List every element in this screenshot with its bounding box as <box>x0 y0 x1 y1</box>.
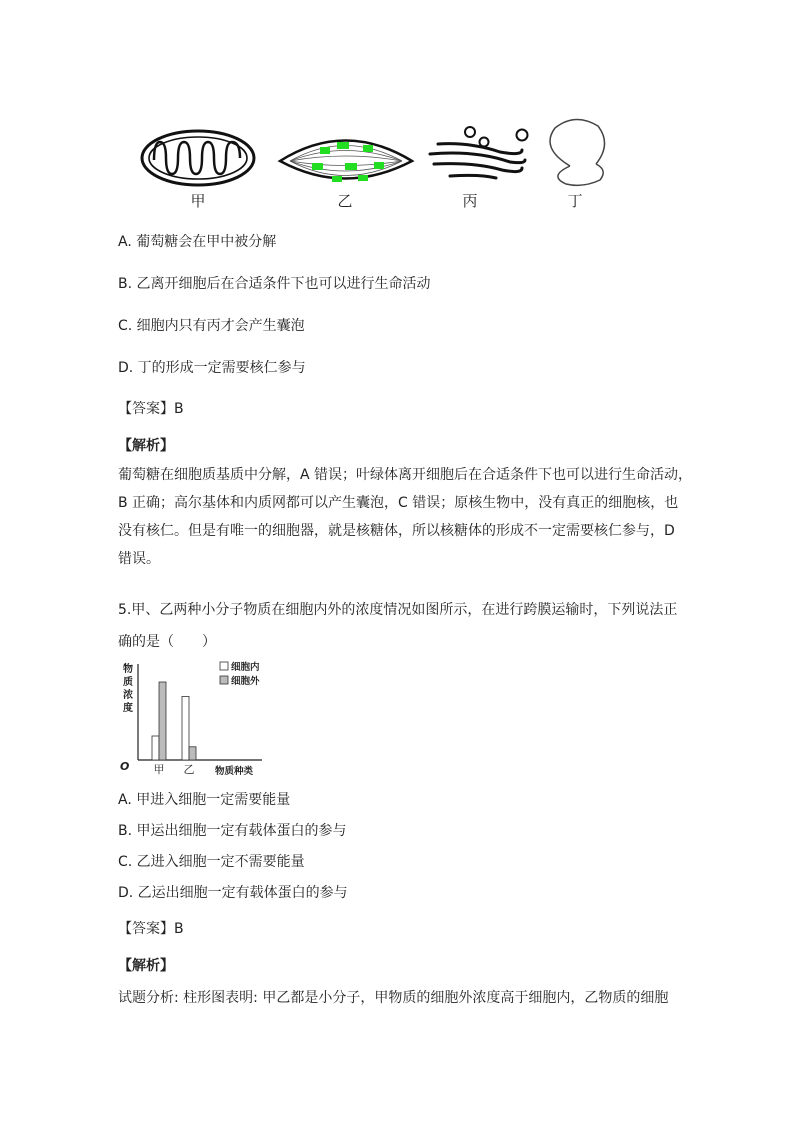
ribosome-drawing <box>550 119 605 185</box>
golgi-drawing <box>430 127 528 178</box>
q4-analysis-label: 【解析】 <box>118 438 174 454</box>
q5-option-b: B. 甲运出细胞一定有载体蛋白的参与 <box>118 823 347 839</box>
granum <box>332 176 342 182</box>
q5-stem-line2: 确的是（ ） <box>118 634 216 650</box>
q5-answer <box>118 919 184 939</box>
bar-outside <box>159 682 166 760</box>
x-tick-label: 乙 <box>183 763 195 776</box>
q5-bar-chart <box>114 660 264 778</box>
legend-swatch <box>220 662 228 670</box>
chloroplast-drawing <box>280 141 412 183</box>
q5-stem-line1: 5.甲、乙两种小分子物质在细胞内外的浓度情况如图所示，在进行跨膜运输时，下列说法正 <box>118 602 678 618</box>
granum <box>337 142 349 149</box>
q5-answer-value: B <box>174 921 184 937</box>
q4-analysis <box>118 461 693 573</box>
granum <box>358 175 368 181</box>
granum <box>363 145 373 152</box>
organelle-figure <box>130 118 630 193</box>
q4-analysis-line: 葡萄糖在细胞质基质中分解，A 错误；叶绿体离开细胞后在合适条件下也可以进行生命活动， <box>118 467 693 483</box>
y-axis-label: 度 <box>123 703 133 714</box>
q4-option-b: B. 乙离开细胞后在合适条件下也可以进行生命活动 <box>118 276 431 292</box>
q5-option-d: D. 乙运出细胞一定有载体蛋白的参与 <box>118 885 348 901</box>
q5-analysis-label: 【解析】 <box>118 958 174 974</box>
x-tick-label: 甲 <box>153 763 165 776</box>
q4-option-d: D. 丁的形成一定需要核仁参与 <box>118 360 306 376</box>
q4-answer <box>118 399 184 419</box>
bar-outside <box>189 747 196 760</box>
organelle-label-ding: 丁 <box>567 192 583 210</box>
bar-inside <box>182 696 189 760</box>
legend-entry: 细胞内 <box>231 662 260 673</box>
granum <box>312 163 323 170</box>
q4-option-a: A. 葡萄糖会在甲中被分解 <box>118 234 277 250</box>
granum <box>374 162 384 169</box>
q4-answer-value: B <box>174 401 184 417</box>
q5-option-c: C. 乙进入细胞一定不需要能量 <box>118 854 305 870</box>
q4-analysis-line: 错误。 <box>118 551 160 567</box>
q5-answer-label: 【答案】 <box>118 921 174 937</box>
bar-inside <box>152 736 159 760</box>
y-axis-label: 物 <box>123 664 133 675</box>
mitochondrion-drawing <box>142 131 254 185</box>
q4-analysis-line: 没有核仁。但是有唯一的细胞器，就是核糖体，所以核糖体的形成不一定需要核仁参与，D <box>118 523 675 539</box>
y-axis-label: 质 <box>123 677 133 688</box>
granum <box>320 147 330 154</box>
q5-analysis-line: 试题分析: 柱形图表明: 甲乙都是小分子，甲物质的细胞外浓度高于细胞内，乙物质的细胞 <box>118 990 669 1006</box>
x-axis-label: 物质种类 <box>214 766 254 777</box>
organelle-label-jia: 甲 <box>190 192 206 210</box>
y-axis-label: 浓 <box>123 690 133 701</box>
q4-analysis-line: B 正确；高尔基体和内质网都可以产生囊泡，C 错误；原核生物中，没有真正的细胞核，也 <box>118 495 679 511</box>
q4-option-c: C. 细胞内只有丙才会产生囊泡 <box>118 318 305 334</box>
origin-label: O <box>120 760 130 773</box>
organelle-label-yi: 乙 <box>337 192 353 210</box>
legend-entry: 细胞外 <box>231 676 260 687</box>
organelle-label-bing: 丙 <box>462 192 478 210</box>
granum <box>345 163 357 170</box>
q5-option-a: A. 甲进入细胞一定需要能量 <box>118 792 291 808</box>
legend-swatch <box>220 676 228 684</box>
q4-answer-label: 【答案】 <box>118 401 174 417</box>
